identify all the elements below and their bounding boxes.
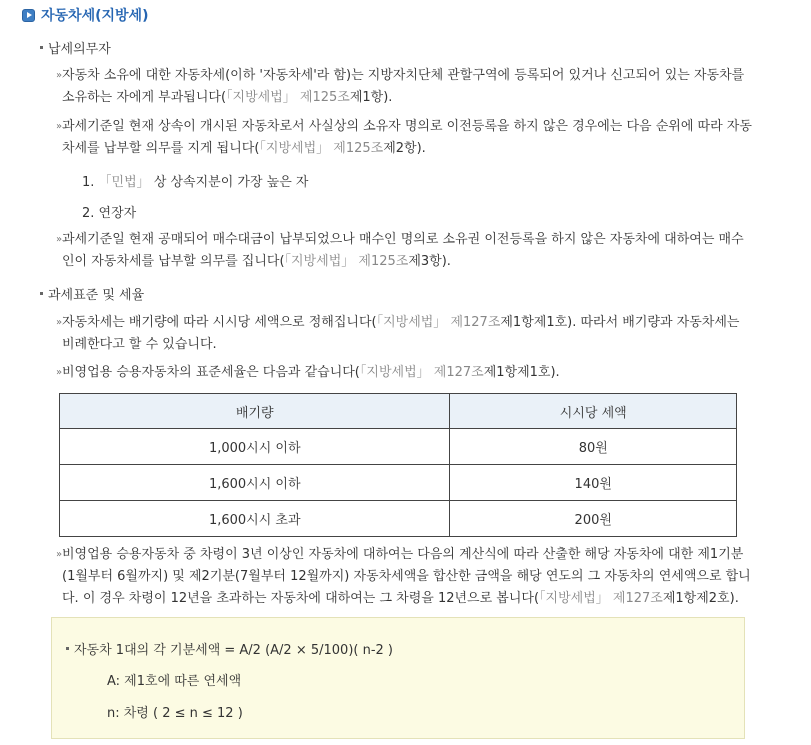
page-title-row [22, 5, 148, 25]
tax-rate-table [59, 393, 737, 537]
formula-main: 자동차 1대의 각 기분세액 = A/2 (A/2 × 5/100)( n-2 ) [66, 639, 393, 658]
table-row [60, 465, 737, 501]
law-reference: 「지방세법」 제127조 [539, 591, 663, 606]
chevron-bullet-icon: » [56, 234, 63, 245]
table-row [60, 501, 737, 537]
law-reference: 「지방세법」 제127조 [376, 315, 501, 330]
paragraph-rate-3: » 비영업용 승용자동차 중 차령이 3년 이상인 자동차에 대하여는 다음의 계산식에 따라 산출한 해당 자동차에 대한 제1기분(1월부터 6월까지) 및 제2기분(7월부터 12월까지) 자동차세액을 합산한 금액을 해당 연도의 그 자동차의 연세액으로 합니다. 이 경우 차령이 12년을 초과하는 자동차에 대하여는 그 차령을 12년으로 봅니다(「지방세법」 제127조제1항제2호). [62, 544, 752, 610]
chevron-bullet-icon: » [56, 317, 63, 328]
table-cell: 1,600시시 초과 [60, 501, 450, 537]
chevron-bullet-icon: » [56, 367, 63, 378]
formula-a-definition: A: 제1호에 따른 연세액 [107, 674, 242, 689]
chevron-bullet-icon: » [56, 549, 63, 560]
paragraph-rate-2: » 비영업용 승용자동차의 표준세율은 다음과 같습니다(「지방세법」 제127조제1항제1호). [62, 362, 752, 384]
square-bullet-icon [40, 46, 43, 49]
list-item: 2. 연장자 [82, 206, 137, 221]
table-cell: 80원 [450, 429, 737, 465]
paragraph-taxpayer-2: » 과세기준일 현재 상속이 개시된 자동차로서 사실상의 소유자 명의로 이전등록을 하지 않은 경우에는 다음 순위에 따라 자동차세를 납부할 의무를 지게 됩니다(「지방세법」 제125조제2항). [62, 116, 752, 160]
chevron-bullet-icon: » [56, 121, 63, 132]
square-bullet-icon [66, 647, 69, 650]
law-reference: 「지방세법」 제125조 [259, 141, 384, 156]
section-heading-taxpayer: 납세의무자 [40, 38, 111, 57]
formula-box [51, 617, 745, 739]
table-cell: 140원 [450, 465, 737, 501]
paragraph-taxpayer-1: » 자동차 소유에 대한 자동차세(이하 '자동차세'라 함)는 지방자치단체 관할구역에 등록되어 있거나 신고되어 있는 자동차를 소유하는 자에게 부과됩니다(「지방세법」 제125조제1항). [62, 65, 752, 109]
section-heading-rate: 과세표준 및 세율 [40, 284, 144, 303]
law-reference: 「민법」 [98, 175, 150, 190]
chevron-bullet-icon: » [56, 70, 63, 81]
table-row [60, 429, 737, 465]
law-reference: 「지방세법」 제127조 [359, 365, 484, 380]
law-reference: 「지방세법」 제125조 [284, 254, 409, 269]
play-arrow-icon [22, 9, 35, 22]
page-title: 자동차세(지방세) [41, 8, 149, 24]
list-item: 1. 「민법」 상 상속지분이 가장 높은 자 [82, 175, 309, 190]
column-header: 시시당 세액 [450, 394, 737, 429]
table-cell: 1,000시시 이하 [60, 429, 450, 465]
formula-n-definition: n: 차령 ( 2 ≤ n ≤ 12 ) [107, 706, 243, 721]
paragraph-taxpayer-3: » 과세기준일 현재 공매되어 매수대금이 납부되었으나 매수인 명의로 소유권 이전등록을 하지 않은 자동차에 대하여는 매수인이 자동차세를 납부할 의무를 집니다(「지방세법」 제125조제3항). [62, 229, 752, 273]
column-header: 배기량 [60, 394, 450, 429]
table-cell: 1,600시시 이하 [60, 465, 450, 501]
paragraph-rate-1: » 자동차세는 배기량에 따라 시시당 세액으로 정해집니다(「지방세법」 제127조제1항제1호). 따라서 배기량과 자동차세는 비례한다고 할 수 있습니다. [62, 312, 752, 356]
square-bullet-icon [40, 292, 43, 295]
law-reference: 「지방세법」 제125조 [226, 90, 350, 105]
table-cell: 200원 [450, 501, 737, 537]
table-header-row [60, 394, 737, 429]
